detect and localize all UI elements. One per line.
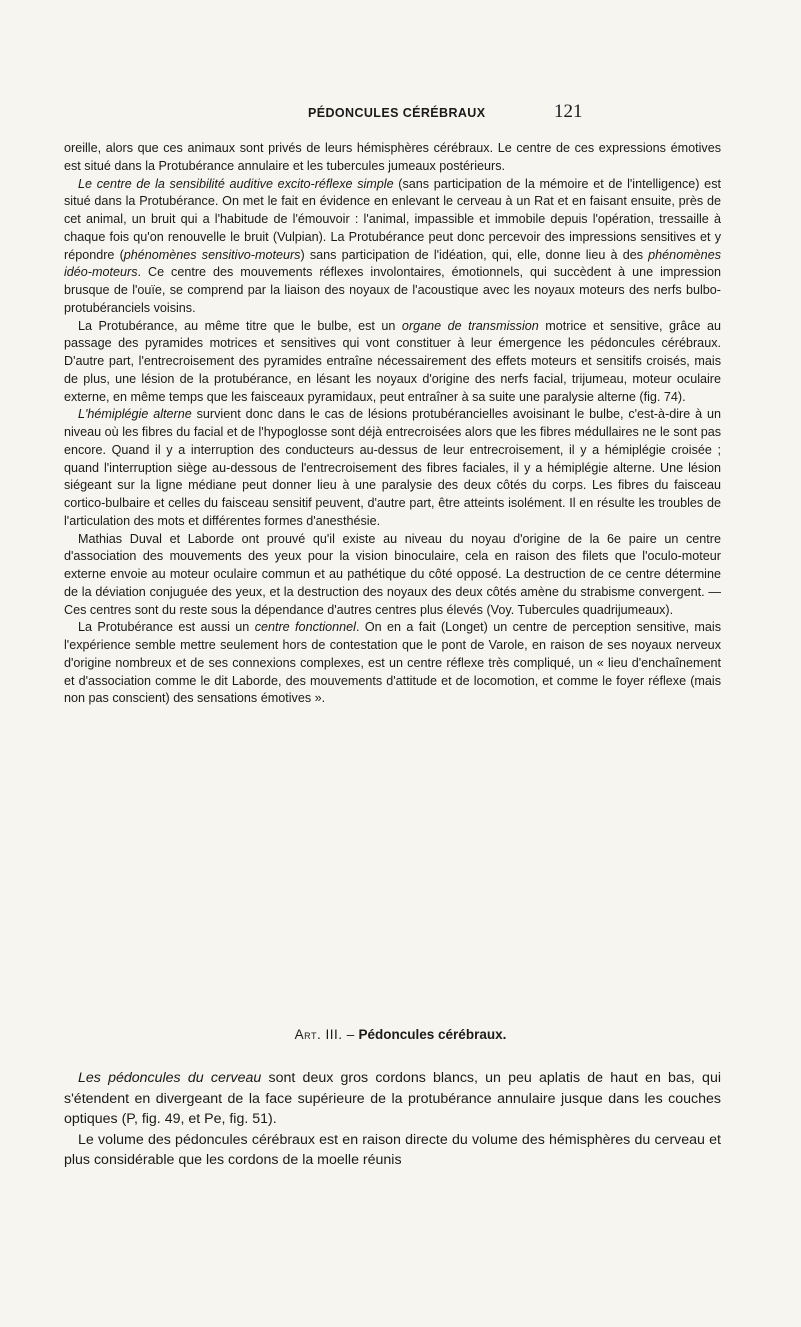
running-head: PÉDONCULES CÉRÉBRAUX — [308, 106, 486, 120]
italic-term: organe de transmission — [401, 318, 539, 333]
paragraph: La Protubérance est aussi un centre fonctionnel. On en a fait (Longet) un centre de perception sensitive, mais l'expérience semble mettre seulement hors de contestation que le pont de Varole, en raison de ses noyaux nerveux d'origine nombreux et de ses connexions complexes, est un centre réflexe très compliqué, un « lieu d'enchaînement et d'association comme le dit Laborde, des mouvements d'attitude et de locomotion, et comme le foyer réflexe (mais non pas conscient) des sensations émotives ». — [64, 620, 722, 706]
article-number: Art. III. – — [294, 1027, 355, 1042]
italic-term: phénomènes sensitivo-moteurs — [123, 247, 301, 262]
italic-term: centre fonctionnel — [254, 620, 356, 635]
page-number: 121 — [554, 101, 583, 122]
section-heading — [0, 1027, 801, 1042]
paragraph: Mathias Duval et Laborde ont prouvé qu'il existe au niveau du noyau d'origine de la 6e paire un centre d'association des mouvements des yeux pour la vision binoculaire, cela en raison des filets que l'oculo-moteur externe envoie au moteur oculaire commun et au pathétique du côté opposé. La destruction de ce centre détermine de la déviation conjuguée des yeux, et la destruction des noyaux des deux côtés amène du strabisme convergent. — Ces centres sont du reste sous la dépendance d'autres centres plus élevés (Voy. Tubercules quadrijumeaux). — [64, 531, 721, 617]
paragraph: oreille, alors que ces animaux sont privés de leurs hémisphères cérébraux. Le centre de ces expressions émotives est situé dans la Protubérance annulaire et les tubercules jumeaux postérieurs. — [64, 141, 721, 173]
page-header — [0, 100, 801, 126]
paragraph: Les pédoncules du cerveau sont deux gros cordons blancs, un peu aplatis de haut en bas, qui s'étendent en divergeant de la face supérieure de la protubérance annulaire jusque dans les couches optiques (P, fig. 49, et Pe, fig. 51). — [64, 1070, 721, 1127]
section-title: Pédoncules cérébraux. — [358, 1027, 507, 1042]
italic-term: Les pédoncules du cerveau — [78, 1070, 262, 1086]
paragraph: L'hémiplégie alterne survient donc dans le cas de lésions protubérancielles avoisinant le bulbe, c'est-à-dire à un niveau où les fibres du facial et de l'hypoglosse sont déjà entrecroisées alors que les fibres médullaires ne le sont pas encore. Quand il y a interruption des conducteurs au-dessus de leur entrecroisement, il y a hémiplégie croisée ; quand l'interruption siège au-dessous de l'entrecroisement des fibres faciales, il y a hémiplégie alterne. Une lésion siégeant sur la ligne médiane peut donner lieu à une paralysie des deux côtés du corps. Les fibres du faisceau cortico-bulbaire et celles du faisceau sensitif peuvent, d'autre part, être atteints isolément. Il en résulte les troubles de l'articulation des mots et différentes formes d'anesthésie. — [64, 407, 722, 528]
paragraph: Le centre de la sensibilité auditive excito-réflexe simple (sans participation de la mémoire et de l'intelligence) est situé dans la Protubérance. On met le fait en évidence en enlevant le cerveau à un Rat et en faisant ensuite, près de cet animal, un bruit qui a l'habitude de l'émouvoir : l'animal, impassible et immobile depuis l'opération, tressaille à chaque fois qu'on renouvelle le bruit (Vulpian). La Protubérance peut donc percevoir des impressions sensitives et y répondre (phénomènes sensitivo-moteurs) sans participation de l'idéation, qui, elle, donne lieu à des phénomènes idéo-moteurs. Ce centre des mouvements réflexes involontaires, émotionnels, qui succèdent à une impression brusque de l'ouïe, se comprend par la liaison des noyaux de l'acoustique avec les noyaux moteurs des nerfs bulbo-protubéranciels voisins. — [64, 176, 721, 315]
body-text-large — [64, 1068, 721, 1171]
italic-term: Le centre de la sensibilité auditive excito-réflexe simple — [78, 176, 394, 191]
italic-term: phénomènes idéo-moteurs — [64, 247, 721, 280]
italic-term: L'hémiplégie alterne — [78, 407, 192, 422]
paragraph: Le volume des pédoncules cérébraux est en raison directe du volume des hémisphères du cerveau et plus considérable que les cordons de la moelle réunis — [64, 1131, 721, 1168]
paragraph: La Protubérance, au même titre que le bulbe, est un organe de transmission motrice et sensitive, grâce au passage des pyramides motrices et sensitives qui vont constituer à leur émergence les pédoncules cérébraux. D'autre part, l'entrecroisement des pyramides entraîne nécessairement des effets moteurs et sensitifs croisés, mais de plus, une lésion de la protubérance, en lésant les noyaux d'origine des nerfs facial, trijumeau, moteur oculaire externe, en même temps que les faisceaux pyramidaux, peut entraîner à sa suite une paralysie alterne (fig. 74). — [64, 318, 721, 404]
body-text-small — [64, 140, 721, 708]
